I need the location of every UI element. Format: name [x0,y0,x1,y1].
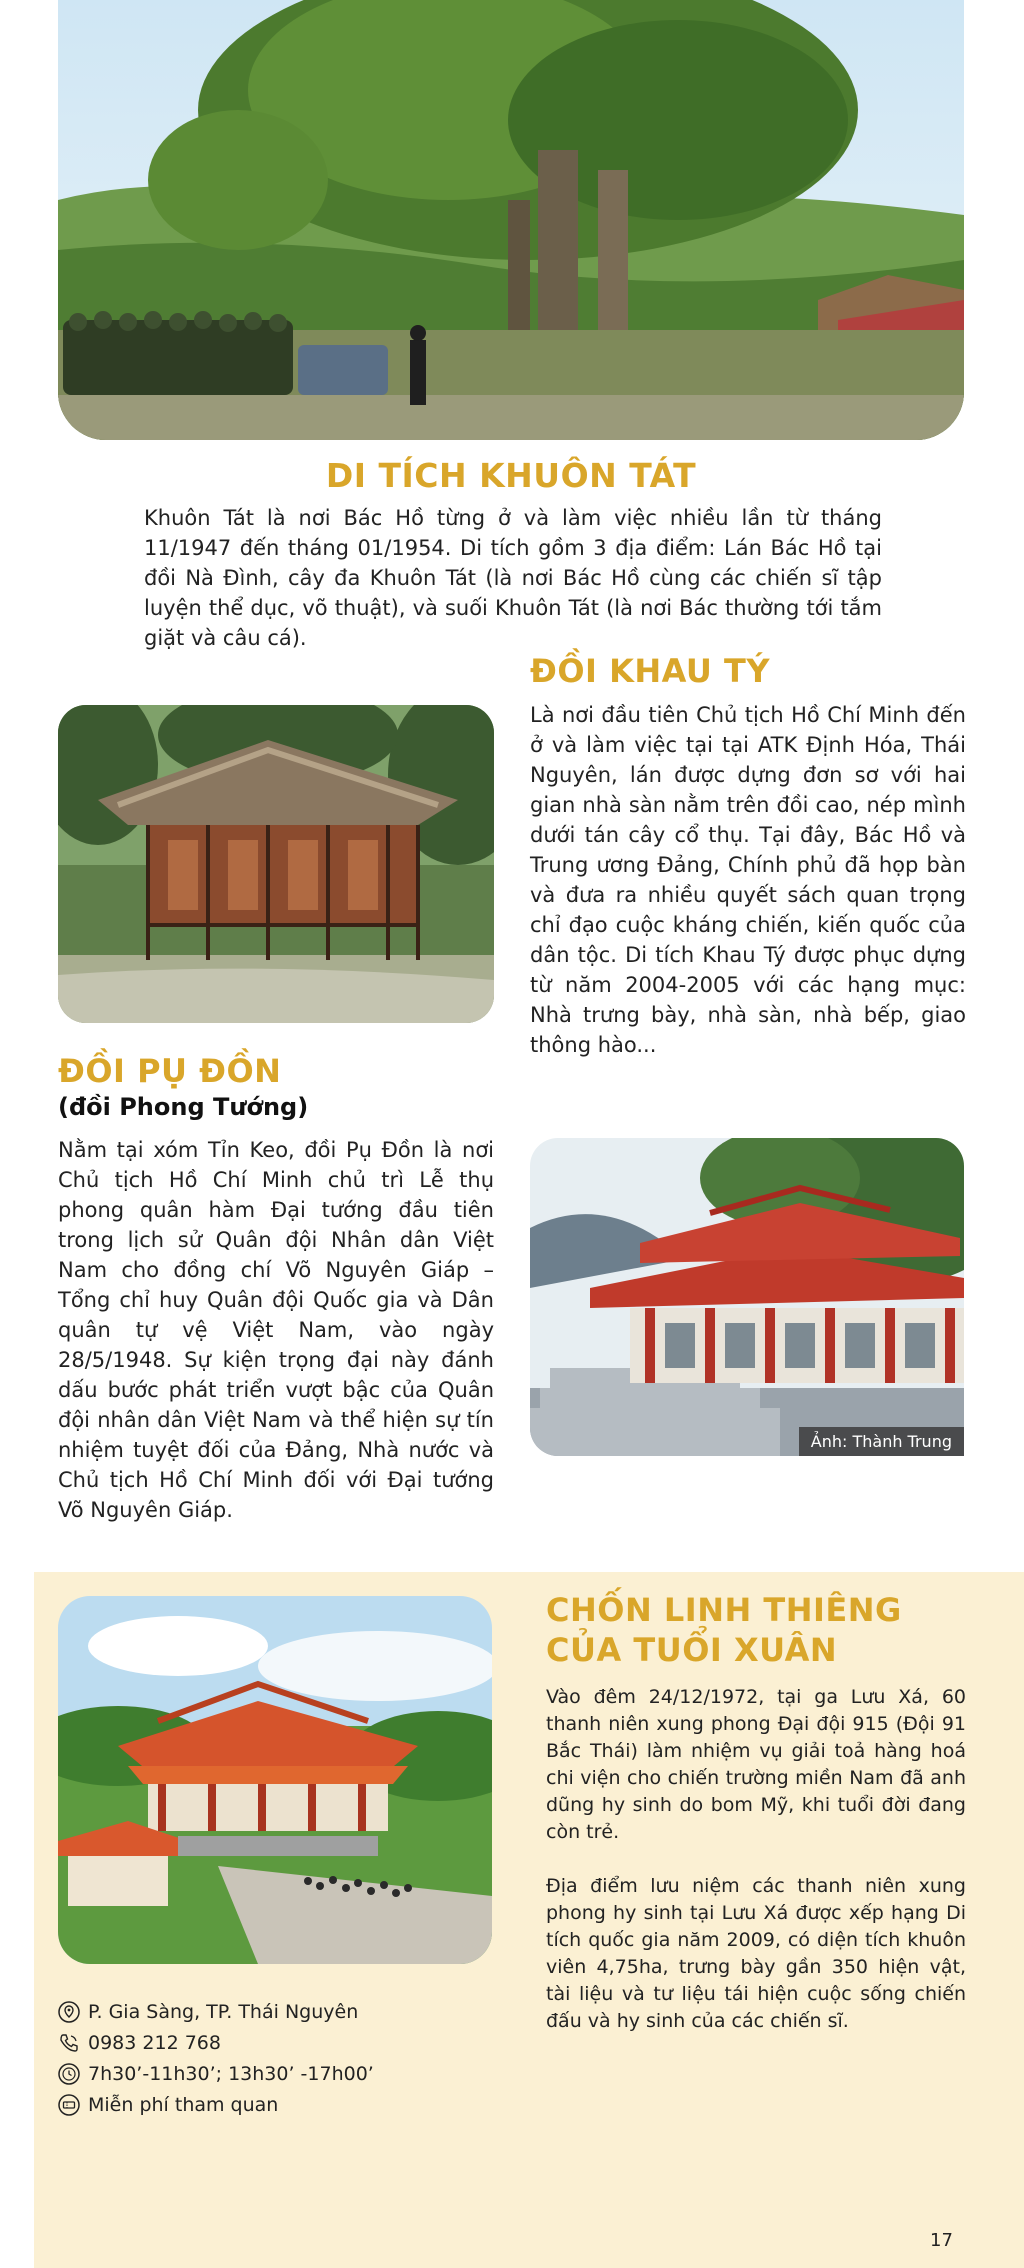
info-fee-text: Miễn phí tham quan [88,2093,279,2116]
luu-xa-para2: Địa điểm lưu niệm các thanh niên xung phong hy sinh tại Lưu Xá được xếp hạng Di tích quốc gia năm 2009, có diện tích khuôn viên 4,75ha, trưng bày gần 350 hiện vật, tài liệu và tư liệu tái hiện cuộc sống chiến đấu và hy sinh của các chiến sĩ. [546,1875,966,2032]
info-phone-text: 0983 212 768 [88,2031,221,2054]
pu-don-body: Nằm tại xóm Tỉn Keo, đồi Pụ Đồn là nơi Chủ tịch Hồ Chí Minh chủ trì Lễ thụ phong quân hàm Đại tướng đầu tiên trong lịch sử Quân đội Nhân dân Việt Nam cho đồng chí Võ Nguyên Giáp – Tổng chỉ huy Quân đội Quốc gia và Dân quân tự vệ Việt Nam, vào ngày 28/5/1948. Sự kiện trọng đại này đánh dấu bước phát triển vượt bậc của Quân đội nhân dân Việt Nam và thể hiện sự tín nhiệm tuyệt đối của Đảng, Nhà nước và Chủ tịch Hồ Chí Minh đối với Đại tướng Võ Nguyên Giáp. [58,1138,494,1522]
pu-don-photo [530,1138,964,1456]
info-phone [58,2027,498,2058]
info-hours-text: 7h30’-11h30’; 13h30’ -17h00’ [88,2062,374,2085]
khau-ty-photo [58,705,494,1023]
phone-icon [58,2032,80,2054]
pu-don-title: ĐỒI PỤ ĐỒN [58,1052,282,1090]
luu-xa-para1: Vào đêm 24/12/1972, tại ga Lưu Xá, 60 thanh niên xung phong Đại đội 915 (Đội 91 Bắc Thái) làm nhiệm vụ giải toả hàng hoá chi viện cho chiến trường miền Nam đã anh dũng hy sinh do bom Mỹ, khi tuổi đời đang còn trẻ. [546,1686,966,1843]
info-fee [58,2089,498,2120]
khau-ty-body: Là nơi đầu tiên Chủ tịch Hồ Chí Minh đến ở và làm việc tại tại ATK Định Hóa, Thái Nguyên, lán được dựng đơn sơ với hai gian nhà sàn nằm trên đồi cao, nép mình dưới tán cây cổ thụ. Tại đây, Bác Hồ và Trung ương Đảng, Chính phủ đã họp bàn và đưa ra nhiều quyết sách quan trọng chỉ đạo cuộc kháng chiến, kiến quốc của dân tộc. Di tích Khau Tý được phục dựng từ năm 2004-2005 với các hạng mục: Nhà trưng bày, nhà sàn, nhà bếp, giao thông hào... [530,703,966,1057]
luu-xa-title [546,1590,986,1670]
location-pin-icon [58,2001,80,2023]
luu-xa-title-line2: CỦA TUỔI XUÂN [546,1631,838,1669]
pu-don-subtitle: (đồi Phong Tướng) [58,1093,309,1121]
luu-xa-title-line1: CHỐN LINH THIÊNG [546,1591,902,1629]
page-number: 17 [930,2230,953,2251]
ticket-icon [58,2094,80,2116]
khuon-tat-photo [58,0,964,440]
luu-xa-info [58,1996,498,2120]
info-hours [58,2058,498,2089]
photo-credit: Ảnh: Thành Trung [799,1427,964,1456]
info-address-text: P. Gia Sàng, TP. Thái Nguyên [88,2000,359,2023]
clock-icon [58,2063,80,2085]
khau-ty-title: ĐỒI KHAU TÝ [530,652,771,690]
luu-xa-photo [58,1596,492,1964]
khuon-tat-title: DI TÍCH KHUÔN TÁT [325,456,697,495]
info-address [58,1996,498,2027]
khuon-tat-body: Khuôn Tát là nơi Bác Hồ từng ở và làm việc nhiều lần từ tháng 11/1947 đến tháng 01/1954. Di tích gồm 3 địa điểm: Lán Bác Hồ tại đồi Nà Đình, cây đa Khuôn Tát (là nơi Bác Hồ cùng các chiến sĩ tập luyện thể dục, võ thuật), và suối Khuôn Tát (là nơi Bác thường tới tắm giặt và câu cá). [144,506,882,650]
